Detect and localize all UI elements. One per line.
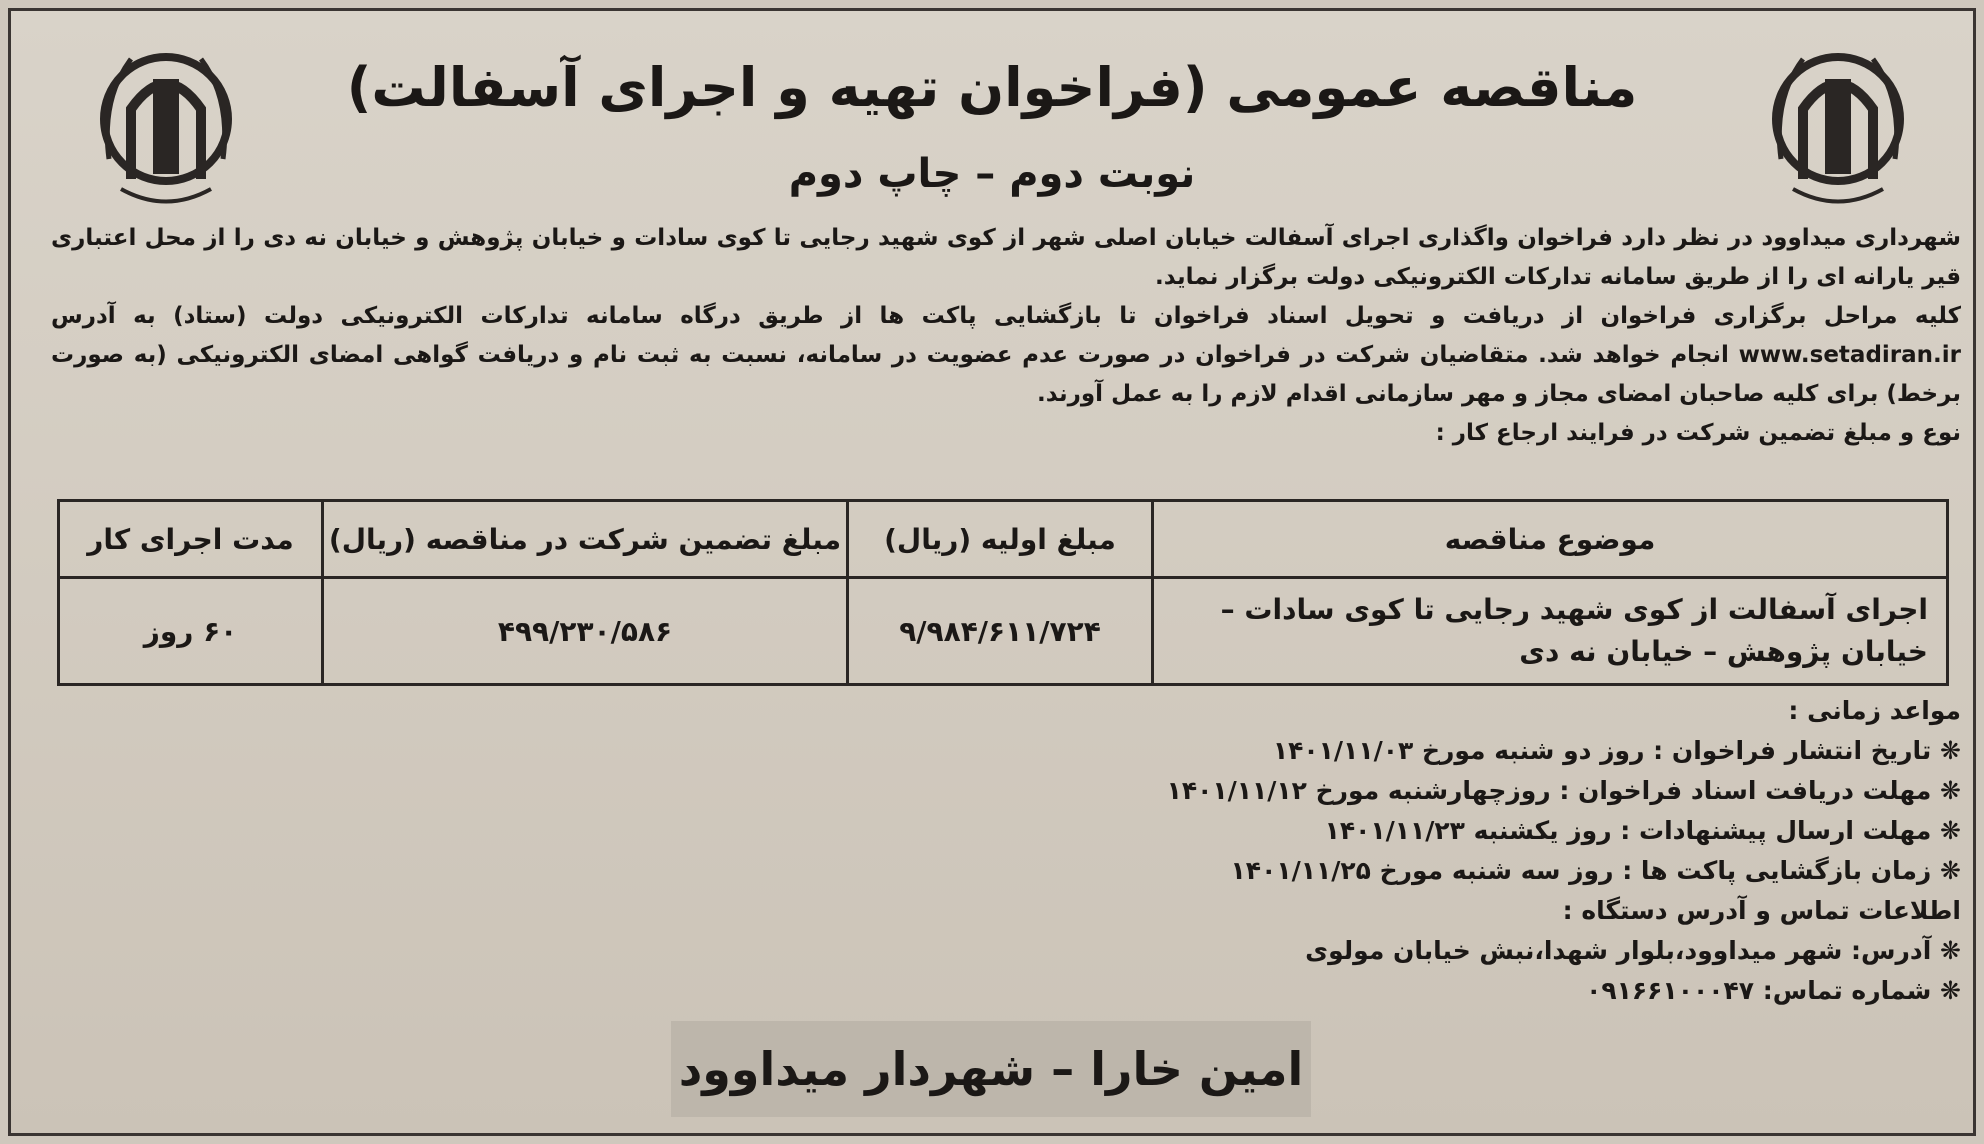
tender-notice xyxy=(8,8,1976,1136)
cell-initial-amount: ۹/۹۸۴/۶۱۱/۷۲۴ xyxy=(848,578,1153,685)
table-header-row xyxy=(59,501,1948,578)
schedule-item-text: مهلت ارسال پیشنهادات : روز یکشنبه ۱۴۰۱/۱۱/۲۳ xyxy=(1324,816,1932,845)
intro-paragraph-1: شهرداری میداوود در نظر دارد فراخوان واگذاری اجرای آسفالت خیابان اصلی شهر از کوی شهید رجایی تا کوی سادات و خیابان پژوهش و خیابان نه دی را از محل اعتباری قیر یارانه ای را از طریق سامانه تدارکات الکترونیکی دولت برگزار نماید. xyxy=(51,225,1961,290)
header-duration: مدت اجرای کار xyxy=(59,501,323,578)
bullet-icon: ❋ xyxy=(1940,856,1961,885)
contact-address: آدرس: شهر میداوود،بلوار شهدا،نبش خیابان مولوی xyxy=(1305,936,1932,965)
cell-duration: ۶۰ روز xyxy=(59,578,323,685)
bullet-icon: ❋ xyxy=(1940,936,1961,965)
notice-subtitle: نوبت دوم – چاپ دوم xyxy=(788,151,1196,197)
contact-heading: اطلاعات تماس و آدرس دستگاه : xyxy=(1562,896,1961,925)
bullet-icon: ❋ xyxy=(1940,776,1961,805)
bullet-icon: ❋ xyxy=(1940,976,1961,1005)
notice-title: مناقصه عمومی (فراخوان تهیه و اجرای آسفالت) xyxy=(346,56,1638,119)
municipality-emblem-icon xyxy=(91,39,241,219)
tender-table xyxy=(57,499,1949,686)
header-subject: موضوع مناقصه xyxy=(1153,501,1948,578)
contact-phone: شماره تماس: ۰۹۱۶۶۱۰۰۰۴۷ xyxy=(1586,976,1932,1005)
bullet-icon: ❋ xyxy=(1940,816,1961,845)
cell-guarantee-amount: ۴۹۹/۲۳۰/۵۸۶ xyxy=(323,578,848,685)
header-initial-amount: مبلغ اولیه (ریال) xyxy=(848,501,1153,578)
cell-subject: اجرای آسفالت از کوی شهید رجایی تا کوی سادات – خیابان پژوهش – خیابان نه دی xyxy=(1153,578,1948,685)
schedule-item xyxy=(51,771,1961,811)
schedule-item-text: تاریخ انتشار فراخوان : روز دو شنبه مورخ ۱۴۰۱/۱۱/۰۳ xyxy=(1272,736,1932,765)
contact-item xyxy=(51,971,1961,1011)
contact-item xyxy=(51,931,1961,971)
bullet-icon: ❋ xyxy=(1940,736,1961,765)
notice-body xyxy=(51,219,1961,453)
schedule-heading: مواعد زمانی : xyxy=(1788,696,1961,725)
schedule-item xyxy=(51,811,1961,851)
schedule-item xyxy=(51,851,1961,891)
schedule-item xyxy=(51,731,1961,771)
signature-box: امین خارا – شهردار میداوود xyxy=(671,1021,1311,1117)
schedule-item-text: زمان بازگشایی پاکت ها : روز سه شنبه مورخ ۱۴۰۱/۱۱/۲۵ xyxy=(1230,856,1932,885)
schedule-section xyxy=(51,691,1961,1011)
header-guarantee-amount: مبلغ تضمین شرکت در مناقصه (ریال) xyxy=(323,501,848,578)
schedule-item-text: مهلت دریافت اسناد فراخوان : روزچهارشنبه مورخ ۱۴۰۱/۱۱/۱۲ xyxy=(1166,776,1932,805)
table-row xyxy=(59,578,1948,685)
municipality-emblem-icon xyxy=(1763,39,1913,219)
intro-paragraph-3: نوع و مبلغ تضمین شرکت در فرایند ارجاع کار : xyxy=(1435,420,1961,446)
intro-paragraph-2: کلیه مراحل برگزاری فراخوان از دریافت و تحویل اسناد فراخوان تا بازگشایی پاکت ها از طریق درگاه سامانه تدارکات الکترونیکی دولت (ستاد) به آدرس www.setadiran.ir انجام خواهد شد. متقاضیان شرکت در فراخوان در صورت عدم عضویت در سامانه، نسبت به ثبت نام و دریافت گواهی امضای الکترونیکی (به صورت برخط) برای کلیه صاحبان امضای مجاز و مهر سازمانی اقدام لازم را به عمل آورند. xyxy=(51,303,1961,407)
